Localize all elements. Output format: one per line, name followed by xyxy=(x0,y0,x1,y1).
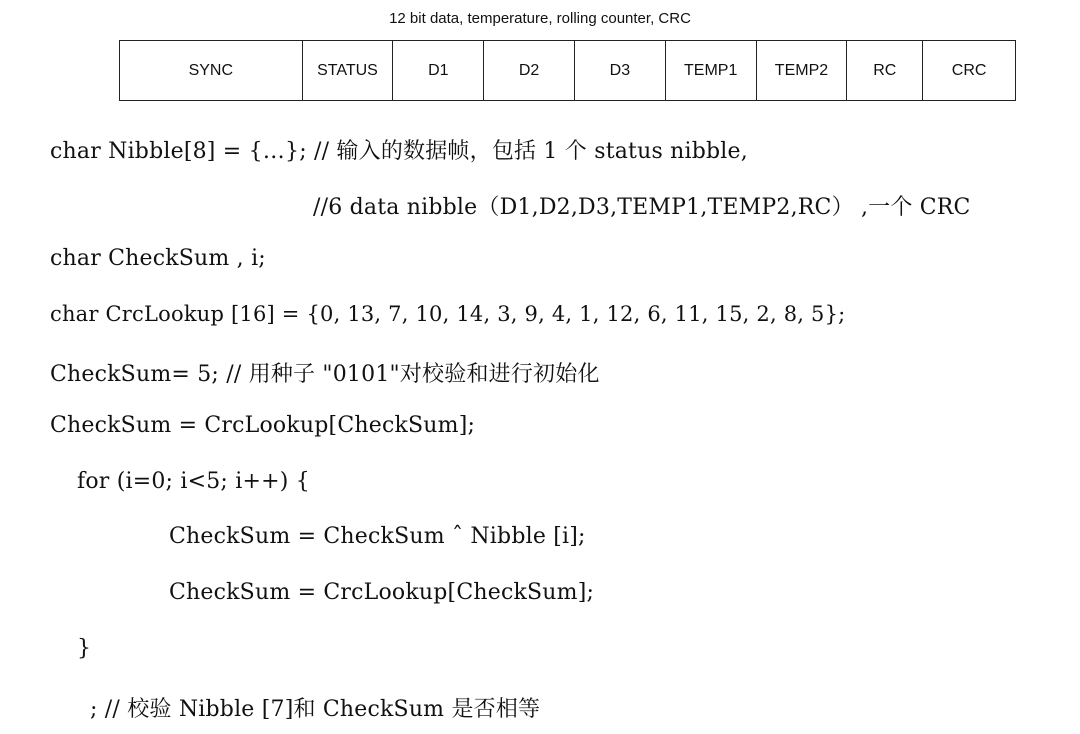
field-sync: SYNC xyxy=(120,41,303,100)
field-temp2: TEMP2 xyxy=(757,41,848,100)
code-line-checksum-decl: char CheckSum , i; xyxy=(50,246,266,271)
code-line-nibble-decl: char Nibble[8] = {…}; // 输入的数据帧，包括 1 个 status nibble, xyxy=(50,139,748,164)
field-status: STATUS xyxy=(303,41,394,100)
code-line-loop-lookup: CheckSum = CrcLookup[CheckSum]; xyxy=(169,580,595,605)
frame-layout-diagram xyxy=(119,40,1016,101)
code-line-xor-nibble: CheckSum = CheckSum ˆ Nibble [i]; xyxy=(169,524,586,549)
frame-diagram-caption: 12 bit data, temperature, rolling counter, CRC xyxy=(389,10,691,27)
field-rc: RC xyxy=(847,41,923,100)
code-line-loop-close: } xyxy=(77,636,92,661)
code-line-for-loop: for (i=0; i<5; i++) { xyxy=(77,469,310,494)
code-line-initial-lookup: CheckSum = CrcLookup[CheckSum]; xyxy=(50,413,476,438)
code-line-nibble-comment: //6 data nibble（D1,D2,D3,TEMP1,TEMP2,RC） ,一个 CRC xyxy=(313,195,971,220)
field-d2: D2 xyxy=(484,41,575,100)
code-line-crclookup-table: char CrcLookup [16] = {0, 13, 7, 10, 14, 3, 9, 4, 1, 12, 6, 11, 15, 2, 8, 5}; xyxy=(50,302,846,326)
field-temp1: TEMP1 xyxy=(666,41,757,100)
field-crc: CRC xyxy=(951,61,987,79)
field-d1: D1 xyxy=(393,41,484,100)
field-d3: D3 xyxy=(575,41,666,100)
code-line-final-compare: ; // 校验 Nibble [7]和 CheckSum 是否相等 xyxy=(90,697,541,722)
code-line-seed-init: CheckSum= 5; // 用种子 "0101"对校验和进行初始化 xyxy=(50,362,600,387)
